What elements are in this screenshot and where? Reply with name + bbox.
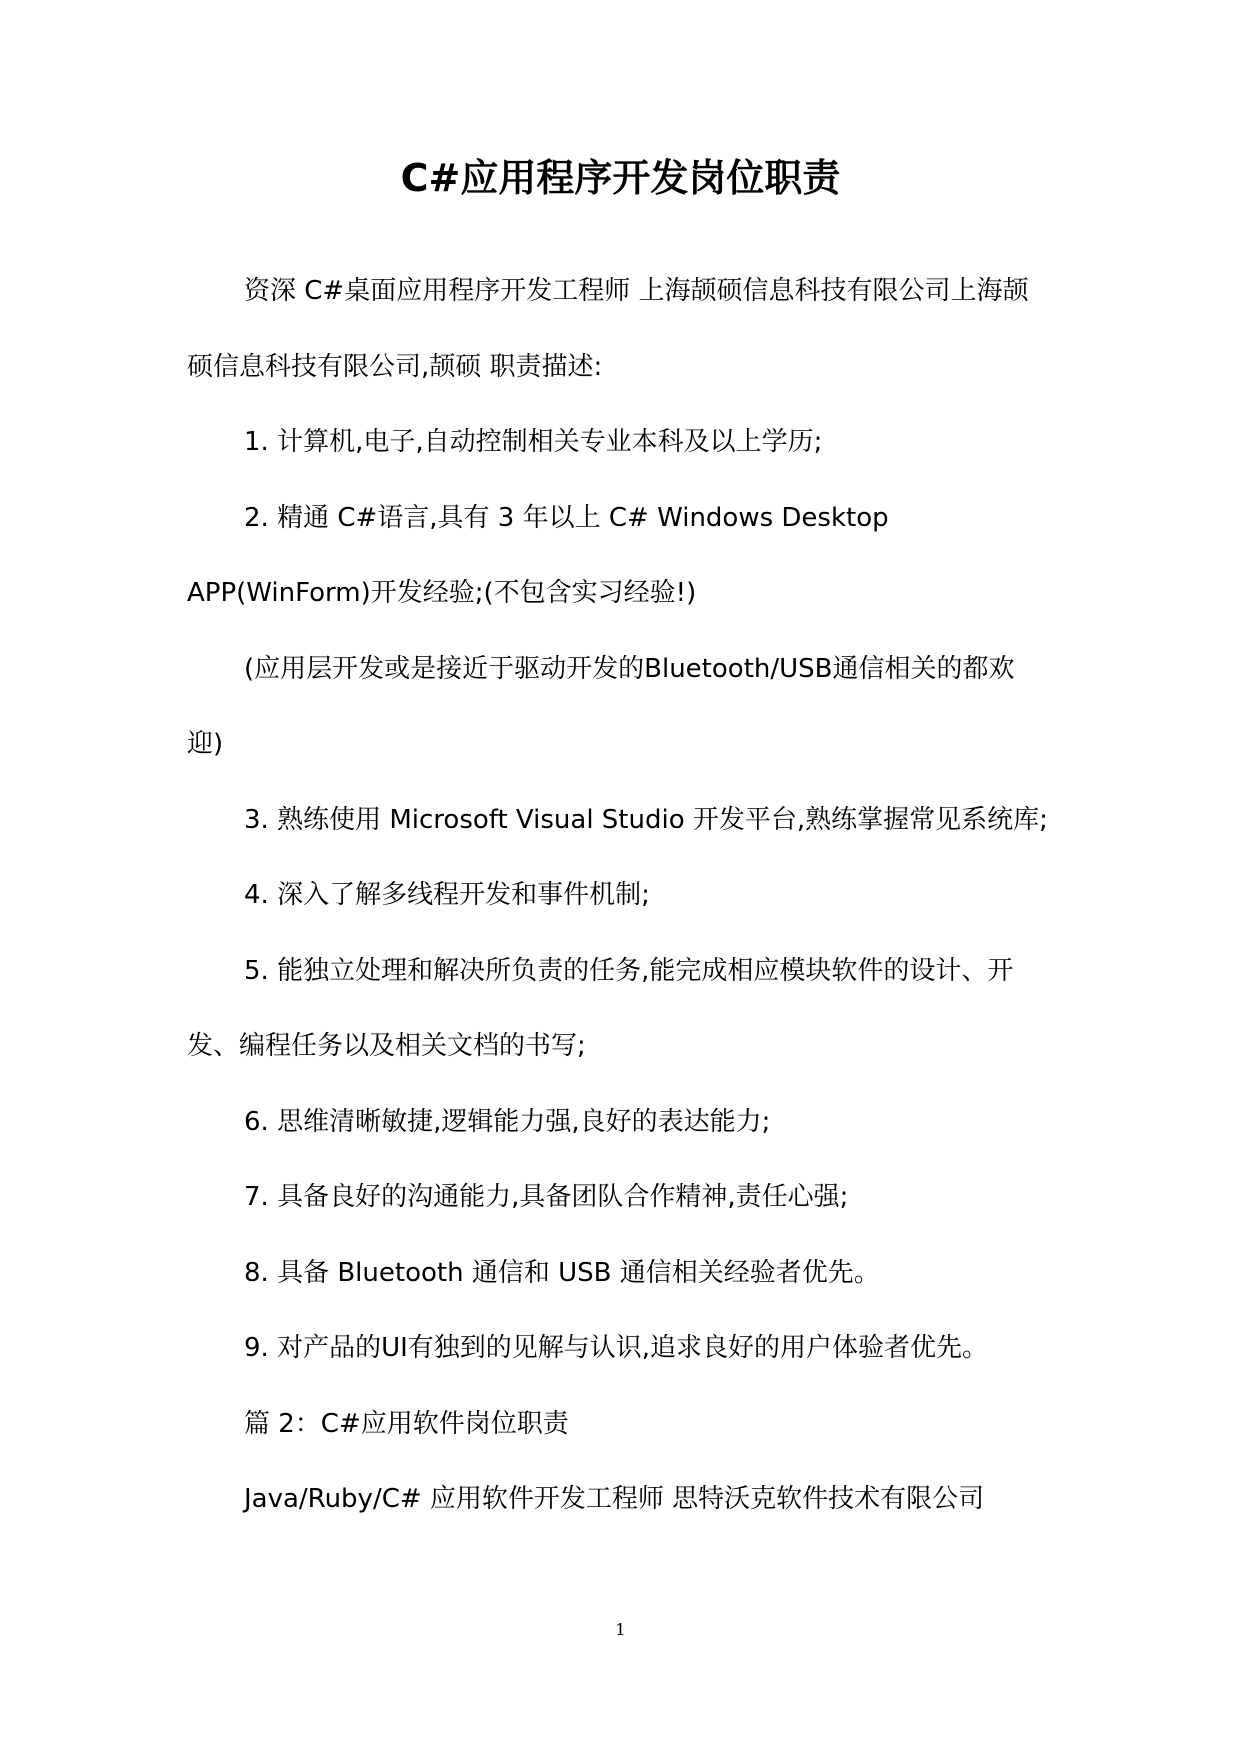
- document-title: C#应用程序开发岗位职责: [400, 156, 841, 200]
- requirement-item-7: 7. 具备良好的沟通能力,具备团队合作精神,责任心强;: [244, 1182, 849, 1212]
- page-number: 1: [615, 1620, 626, 1639]
- requirement-item-3: 3. 熟练使用 Microsoft Visual Studio 开发平台,熟练掌握常见系统库;: [244, 804, 1048, 835]
- requirement-item-8: 8. 具备 Bluetooth 通信和 USB 通信相关经验者优先。: [244, 1257, 880, 1288]
- document-body: [187, 254, 1049, 1538]
- requirement-item-2: 2. 精通 C#语言,具有 3 年以上 C# Windows Desktop APP(WinForm)开发经验;(不包含实习经验!): [187, 502, 889, 608]
- requirement-item-9: 9. 对产品的UI有独到的见解与认识,追求良好的用户体验者优先。: [244, 1333, 989, 1363]
- job-header-paragraph-2: Java/Ruby/C# 应用软件开发工程师 思特沃克软件技术有限公司: [244, 1484, 985, 1514]
- requirement-note: (应用层开发或是接近于驱动开发的Bluetooth/USB通信相关的都欢迎): [187, 653, 1015, 759]
- job-header-paragraph: 资深 C#桌面应用程序开发工程师 上海颉硕信息科技有限公司上海颉硕信息科技有限公司,颉硕 职责描述:: [187, 276, 1029, 382]
- section-heading: 篇 2：C#应用软件岗位职责: [244, 1408, 569, 1439]
- requirement-item-6: 6. 思维清晰敏捷,逻辑能力强,良好的表达能力;: [244, 1106, 771, 1137]
- requirement-item-1: 1. 计算机,电子,自动控制相关专业本科及以上学历;: [244, 427, 823, 457]
- requirement-item-5: 5. 能独立处理和解决所负责的任务,能完成相应模块软件的设计、开发、编程任务以及相关文档的书写;: [187, 955, 1014, 1061]
- requirement-item-4: 4. 深入了解多线程开发和事件机制;: [244, 880, 650, 910]
